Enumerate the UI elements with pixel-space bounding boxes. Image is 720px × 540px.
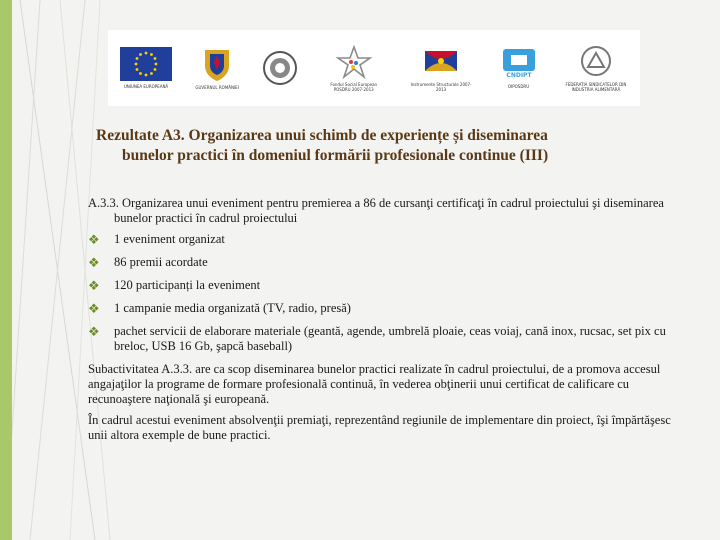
cndipt-icon: CNDIPT OIPOSDRU: [497, 36, 541, 100]
cndipt-badge: CNDIPT: [505, 72, 532, 79]
title-line-1: Rezultate A3. Organizarea unui schimb de experiențe și diseminarea: [96, 127, 548, 144]
bullet-icon: ❖: [88, 324, 100, 339]
esf-star-icon: Fondul Social European POSDRU 2007-2013: [322, 36, 386, 100]
title-line-2: bunelor practici în domeniul formării profesionale continue (III): [122, 147, 549, 164]
subactivity-heading: A.3.3. Organizarea unui eveniment pentru premierea a 86 de cursanţi certificaţi în cadrul proiectului şi diseminarea bunelor practici în cadrul proiectului: [88, 196, 664, 225]
federation-logo-icon: FEDERAȚIA SINDICATELOR DIN INDUSTRIA ALIMENTARĂ: [564, 36, 628, 100]
logo-strip: [108, 30, 640, 106]
eu-flag-icon: UNIUNEA EUROPEANĂ: [120, 36, 172, 100]
content-body: [88, 196, 684, 449]
bullet-icon: ❖: [88, 278, 100, 293]
paragraph-event: În cadrul acestui eveniment absolvenţii premiaţi, reprezentând regiunile de implementare din proiect, îşi împărtăşesc unii altora exemple de bune practici.: [88, 413, 671, 442]
list-item: ❖ 86 premii acordate: [88, 255, 208, 270]
bullet-icon: ❖: [88, 255, 100, 270]
results-list: [88, 232, 684, 354]
accent-bar: [0, 0, 12, 540]
coat-of-arms-icon: GUVERNUL ROMÂNIEI: [195, 36, 238, 100]
instrumente-structurale-icon: Instrumente Structurale 2007-2013: [409, 36, 473, 100]
paragraph-purpose: Subactivitatea A.3.3. are ca scop diseminarea bunelor practici realizate în cadrul proiectului, de a promova accesul angajaţilor la programe de formare profesională continuă, în vederea obţinerii unui certificat de calificare cu recunoaştere naţională şi europeană.: [88, 362, 661, 406]
list-item: ❖ pachet servicii de elaborare materiale (geantă, agende, umbrelă ploaie, ceas voiaj, cană inox, rucsac, set pix cu breloc, USB 16 Gb, şapcă baseball): [88, 324, 666, 353]
list-item: ❖ 120 participanți la eveniment: [88, 278, 261, 293]
list-item: ❖ 1 campanie media organizată (TV, radio, presă): [88, 301, 351, 316]
bullet-icon: ❖: [88, 301, 100, 316]
list-item: ❖ 1 eveniment organizat: [88, 232, 225, 247]
ministry-seal-icon: [262, 36, 298, 100]
bullet-icon: ❖: [88, 232, 100, 247]
page-title: [96, 126, 652, 166]
